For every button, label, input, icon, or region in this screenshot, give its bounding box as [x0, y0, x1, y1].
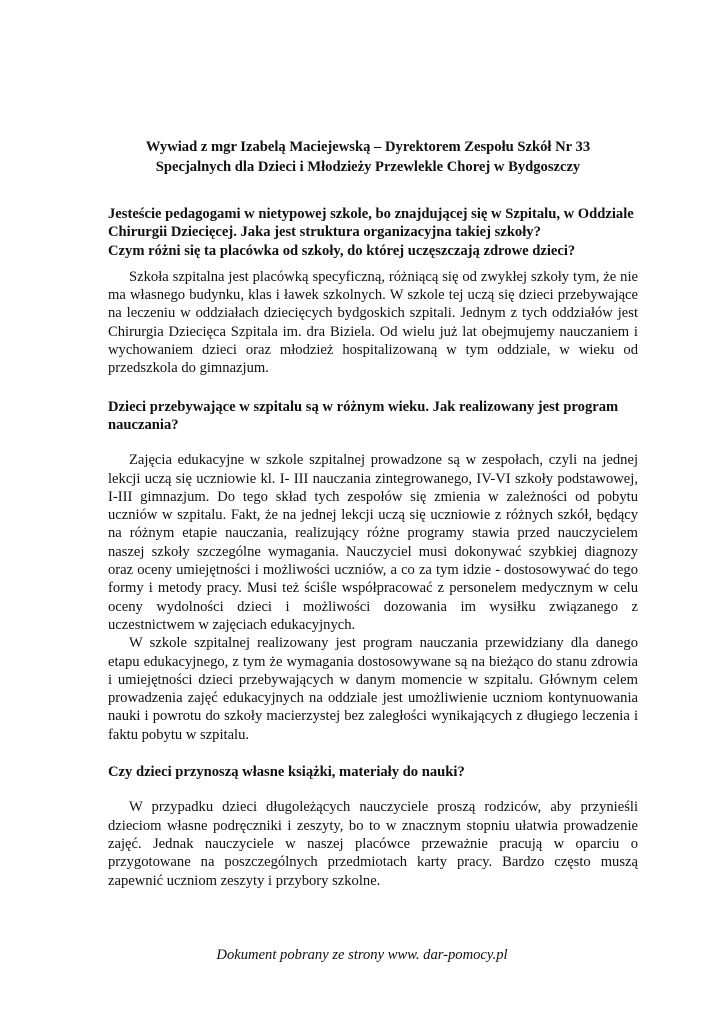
question-1-line-2: Czym różni się ta placówka od szkoły, do której uczęszczają zdrowe dzieci?: [108, 242, 576, 259]
question-1: [108, 205, 638, 260]
answer-1: [108, 268, 638, 378]
answer-1-paragraph-1: Szkoła szpitalna jest placówką specyficzną, różniącą się od zwykłej szkoły tym, że nie ma własnego budynku, klas i ławek szkolnych. W szkole tej uczą się dzieci przebywające na leczeniu w oddziałach dziecięcych bydgoskich szpitali. Jednym z tych oddziałów jest Chirurgia Dziecięca Szpitala im. dra Biziela. Od wielu już lat obejmujemy nauczaniem i wychowaniem dzieci oraz młodzież hospitalizowaną w tym oddziale, w wieku od przedszkola do gimnazjum.: [108, 268, 638, 377]
answer-2: [108, 451, 638, 744]
title-line-2: Specjalnych dla Dzieci i Młodzieży Przewlekle Chorej w Bydgoszczy: [155, 159, 581, 175]
answer-3-paragraph-1: W przypadku dzieci długoleżących nauczyciele proszą rodziców, aby przynieśli dzieciom własne podręczniki i zeszyty, bo to w znacznym stopniu ułatwia prowadzenie zajęć. Jednak nauczyciele w naszej placówce przeważnie pracują w oparciu o przygotowane na poszczególnych przedmiotach karty pracy. Bardzo często muszą zapewnić uczniom zeszyty i przybory szkolne.: [108, 799, 638, 889]
answer-3: [108, 798, 638, 889]
question-3: [108, 763, 638, 781]
title-line-1: Wywiad z mgr Izabelą Maciejewską – Dyrektorem Zespołu Szkół Nr 33: [145, 139, 591, 155]
question-2-line-1: Dzieci przebywające w szpitalu są w różnym wieku. Jak realizowany jest program nauczania?: [108, 398, 619, 433]
footer-source-note: Dokument pobrany ze strony www. dar-pomocy.pl: [216, 947, 508, 963]
question-1-line-1: Jesteście pedagogami w nietypowej szkole, bo znajdującej się w Szpitalu, w Oddziale Chirurgii Dziecięcej. Jaka jest struktura organizacyjna takiej szkoły?: [108, 206, 634, 241]
question-3-line-1: Czy dzieci przynoszą własne książki, materiały do nauki?: [108, 764, 465, 781]
answer-2-paragraph-1: Zajęcia edukacyjne w szkole szpitalnej prowadzone są w zespołach, czyli na jednej lekcji uczą się uczniowie kl. I- III nauczania zintegrowanego, IV-VI szkoły podstawowej, I-III gimnazjum. Do tego skład tych zespołów się zmienia w zależności od pobytu uczniów w szpitalu. Fakt, że na jednej lekcji uczą się uczniowie z różnych szkół, będący na różnym etapie nauczania, realizujący różne programy stawia przed nauczycielem naszej szkoły szczególne wymagania. Nauczyciel musi dokonywać szybkiej diagnozy oraz oceny umiejętności i możliwości uczniów, a co za tym idzie - dostosowywać do tego formy i metody pracy. Musi też ściśle współpracować z personelem medycznym w celu oceny wydolności dzieci i możliwości dozowania im wysiłku związanego z uczestnictwem w zajęciach edukacyjnych.: [108, 452, 638, 633]
question-2: [108, 398, 638, 435]
answer-2-paragraph-2: W szkole szpitalnej realizowany jest program nauczania przewidziany dla danego etapu edukacyjnego, z tym że wymagania dostosowywane są na bieżąco do stanu zdrowia i umiejętności dzieci przebywających w danym momencie w szpitalu. Głównym celem prowadzenia zajęć edukacyjnych na oddziale jest umożliwienie uczniom kontynuowania nauki i powrotu do szkoły macierzystej bez zaległości wynikających z długiego leczenia i faktu pobytu w szpitalu.: [108, 635, 638, 743]
document-title: [100, 137, 636, 177]
interview-content: [108, 205, 638, 890]
